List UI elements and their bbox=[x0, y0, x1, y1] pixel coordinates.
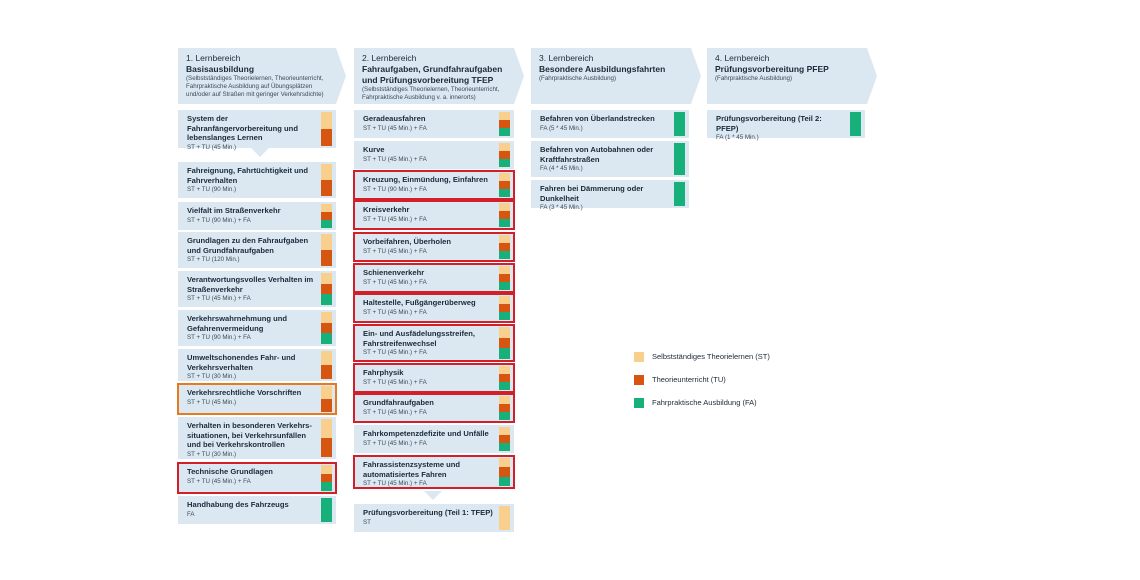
format-bar bbox=[674, 143, 685, 175]
format-segment-tu bbox=[321, 284, 332, 295]
format-segment-tu bbox=[499, 304, 510, 312]
format-segment-tu bbox=[321, 129, 332, 146]
format-bar bbox=[499, 296, 510, 320]
module-title: Vorbeifahren, Überholen bbox=[363, 237, 452, 246]
column-description: (Selbstständiges Theorielernen, Theorieunterricht, Fahrpraktische Ausbildung auf Übungsplätzen und/oder auf Straßen mit geringer Verkehrsdichte) bbox=[186, 75, 324, 98]
format-segment-st bbox=[499, 143, 510, 151]
module-subtitle: ST + TU (45 Min.) + FA bbox=[363, 378, 427, 386]
module-title: Kurve bbox=[363, 145, 385, 154]
module-title: Prüfungsvorbereitung (Teil 2: PFEP) bbox=[716, 114, 822, 133]
format-segment-st bbox=[321, 234, 332, 250]
legend-swatch bbox=[634, 352, 644, 362]
module-title: Verantwortungsvolles Verhalten im Straßenverkehr bbox=[187, 275, 314, 294]
legend-label: Selbstständiges Theorielernen (ST) bbox=[652, 352, 770, 361]
column-4-header bbox=[707, 48, 867, 104]
module-box bbox=[178, 271, 336, 307]
module-title: Verhalten in besonderen Verkehrs-situationen, bei Verkehrsunfällen und bei Verkehrskontrollen bbox=[187, 421, 312, 449]
format-bar bbox=[499, 112, 510, 136]
module-subtitle: FA (1 * 45 Min.) bbox=[716, 134, 759, 141]
format-segment-fa bbox=[674, 182, 685, 206]
format-segment-fa bbox=[321, 482, 332, 491]
format-segment-tu bbox=[321, 250, 332, 266]
format-segment-st bbox=[321, 465, 332, 474]
format-segment-tu bbox=[499, 338, 510, 349]
format-segment-fa bbox=[499, 282, 510, 290]
format-segment-tu bbox=[321, 212, 332, 220]
module-box bbox=[354, 141, 514, 169]
module-box bbox=[178, 162, 336, 198]
column-title: Fahraufgaben, Grundfahraufgaben und Prüfungsvorbereitung TFEP bbox=[362, 64, 503, 85]
format-segment-fa bbox=[499, 443, 510, 451]
module-title: Fahrassistenzsysteme und automatisiertes Fahren bbox=[363, 460, 461, 479]
module-subtitle: ST + TU (45 Min.) bbox=[187, 143, 237, 151]
column-2-header bbox=[354, 48, 514, 104]
module-title: Grundfahraufgaben bbox=[363, 398, 434, 407]
format-segment-fa bbox=[499, 219, 510, 227]
lernbereich-3-header bbox=[531, 48, 691, 104]
module-subtitle: ST + TU (120 Min.) bbox=[187, 256, 240, 263]
format-bar bbox=[321, 419, 332, 457]
format-segment-fa bbox=[850, 112, 861, 136]
format-bar bbox=[321, 465, 332, 491]
module-subtitle: ST + TU (45 Min.) + FA bbox=[363, 215, 427, 223]
module-subtitle: ST + TU (45 Min.) + FA bbox=[363, 247, 427, 255]
format-segment-st bbox=[499, 173, 510, 181]
format-segment-fa bbox=[674, 143, 685, 175]
column-title: Basisausbildung bbox=[186, 64, 255, 74]
format-segment-st bbox=[321, 386, 332, 399]
module-box bbox=[531, 141, 689, 177]
legend-label: Fahrpraktische Ausbildung (FA) bbox=[652, 398, 757, 407]
format-segment-st bbox=[321, 351, 332, 365]
format-segment-tu bbox=[499, 274, 510, 282]
module-box bbox=[178, 384, 336, 414]
format-segment-st bbox=[499, 506, 510, 530]
format-segment-st bbox=[499, 112, 510, 120]
module-title: Umweltschonendes Fahr- und Verkehrsverhalten bbox=[187, 353, 296, 372]
format-bar bbox=[321, 351, 332, 379]
format-segment-tu bbox=[321, 399, 332, 412]
format-bar bbox=[499, 173, 510, 197]
format-bar bbox=[321, 312, 332, 344]
module-title: Kreisverkehr bbox=[363, 205, 410, 214]
format-segment-tu bbox=[321, 323, 332, 334]
module-box bbox=[354, 201, 514, 229]
column-number: 4. Lernbereich bbox=[715, 53, 770, 63]
module-subtitle: ST + TU (45 Min.) + FA bbox=[363, 155, 427, 163]
module-subtitle: FA (4 * 45 Min.) bbox=[540, 165, 583, 172]
format-segment-fa bbox=[321, 220, 332, 228]
format-segment-st bbox=[499, 296, 510, 304]
legend-label: Theorieunterricht (TU) bbox=[652, 375, 726, 384]
format-bar bbox=[499, 427, 510, 451]
format-segment-fa bbox=[499, 251, 510, 259]
format-bar bbox=[321, 234, 332, 266]
format-segment-st bbox=[499, 235, 510, 243]
format-segment-st bbox=[499, 327, 510, 338]
format-segment-st bbox=[321, 273, 332, 284]
format-segment-fa bbox=[499, 477, 510, 486]
module-box bbox=[354, 233, 514, 261]
module-subtitle: FA (3 * 45 Min.) bbox=[540, 204, 583, 211]
format-segment-fa bbox=[321, 333, 332, 344]
module-subtitle: ST + TU (90 Min.) + FA bbox=[363, 185, 427, 193]
column-number: 1. Lernbereich bbox=[186, 53, 241, 63]
format-segment-fa bbox=[499, 348, 510, 359]
module-title: System der Fahranfängervorbereitung und lebenslanges Lernen bbox=[187, 114, 298, 142]
module-title: Technische Grundlagen bbox=[187, 467, 273, 476]
format-segment-st bbox=[499, 427, 510, 435]
module-box bbox=[178, 496, 336, 524]
module-subtitle: ST + TU (45 Min.) + FA bbox=[363, 124, 427, 132]
lernbereich-4-header bbox=[707, 48, 867, 104]
module-subtitle: ST + TU (90 Min.) + FA bbox=[187, 216, 251, 224]
format-segment-st bbox=[321, 164, 332, 180]
module-subtitle: FA (5 * 45 Min.) bbox=[540, 124, 583, 132]
module-box bbox=[531, 180, 689, 211]
format-segment-st bbox=[321, 312, 332, 323]
module-subtitle: ST + TU (45 Min.) + FA bbox=[187, 477, 251, 485]
module-box bbox=[354, 504, 514, 532]
format-segment-fa bbox=[321, 498, 332, 522]
module-subtitle: ST + TU (30 Min.) bbox=[187, 450, 237, 458]
module-box bbox=[178, 417, 336, 459]
module-box bbox=[178, 110, 336, 151]
module-box bbox=[354, 294, 514, 322]
format-segment-st bbox=[499, 396, 510, 404]
module-subtitle: ST bbox=[363, 518, 371, 526]
column-3-header bbox=[531, 48, 691, 104]
module-title: Haltestelle, Fußgängerüberweg bbox=[363, 298, 476, 307]
format-segment-st bbox=[499, 266, 510, 274]
format-segment-fa bbox=[499, 128, 510, 136]
format-segment-st bbox=[499, 203, 510, 211]
format-segment-tu bbox=[499, 467, 510, 476]
module-subtitle: ST + TU (45 Min.) + FA bbox=[363, 480, 427, 487]
format-bar bbox=[499, 327, 510, 359]
format-bar bbox=[321, 112, 332, 146]
module-title: Fahreignung, Fahrtüchtigkeit und Fahrverhalten bbox=[187, 166, 309, 185]
module-subtitle: ST + TU (45 Min.) + FA bbox=[187, 295, 251, 302]
module-box bbox=[178, 202, 336, 230]
module-box bbox=[531, 110, 689, 138]
format-bar bbox=[321, 386, 332, 412]
format-segment-fa bbox=[499, 189, 510, 197]
module-box bbox=[354, 264, 514, 292]
module-box bbox=[178, 310, 336, 346]
format-bar bbox=[850, 112, 861, 136]
module-subtitle: ST + TU (90 Min.) + FA bbox=[187, 334, 251, 341]
module-title: Fahrkompetenzdefizite und Unfälle bbox=[363, 429, 489, 438]
module-box bbox=[178, 349, 336, 381]
format-segment-tu bbox=[499, 404, 510, 412]
format-bar bbox=[674, 182, 685, 206]
format-segment-fa bbox=[499, 312, 510, 320]
module-title: Prüfungsvorbereitung (Teil 1: TFEP) bbox=[363, 508, 493, 517]
module-box bbox=[354, 110, 514, 138]
format-segment-st bbox=[321, 419, 332, 438]
column-title: Prüfungsvorbereitung PFEP bbox=[715, 64, 829, 74]
column-description: (Fahrpraktische Ausbildung) bbox=[539, 75, 617, 82]
format-segment-st bbox=[321, 204, 332, 212]
module-box bbox=[354, 394, 514, 422]
module-title: Kreuzung, Einmündung, Einfahren bbox=[363, 175, 488, 184]
column-number: 2. Lernbereich bbox=[362, 53, 417, 63]
format-bar bbox=[499, 458, 510, 486]
format-segment-tu bbox=[499, 211, 510, 219]
format-bar bbox=[499, 506, 510, 530]
module-box bbox=[178, 232, 336, 268]
format-segment-tu bbox=[499, 374, 510, 382]
format-bar bbox=[321, 204, 332, 228]
format-segment-tu bbox=[499, 151, 510, 159]
format-bar bbox=[499, 366, 510, 390]
module-subtitle: ST + TU (90 Min.) bbox=[187, 186, 237, 193]
column-title: Besondere Ausbildungsfahrten bbox=[539, 64, 666, 74]
column-description: (Fahrpraktische Ausbildung) bbox=[715, 75, 793, 82]
module-subtitle: ST + TU (45 Min.) + FA bbox=[363, 439, 427, 447]
module-box bbox=[707, 110, 865, 141]
format-bar bbox=[499, 396, 510, 420]
module-title: Fahren bei Dämmerung oder Dunkelheit bbox=[540, 184, 644, 203]
format-segment-tu bbox=[321, 365, 332, 379]
module-box bbox=[354, 171, 514, 199]
module-box bbox=[354, 325, 514, 361]
format-segment-st bbox=[321, 112, 332, 129]
format-bar bbox=[499, 235, 510, 259]
module-title: Befahren von Überlandstrecken bbox=[540, 114, 655, 123]
module-subtitle: ST + TU (45 Min.) + FA bbox=[363, 278, 427, 286]
format-bar bbox=[321, 498, 332, 522]
module-subtitle: ST + TU (45 Min.) + FA bbox=[363, 408, 427, 416]
lernbereich-2-header bbox=[354, 48, 514, 104]
format-segment-fa bbox=[499, 159, 510, 167]
arrow-down-icon bbox=[424, 491, 442, 500]
format-bar bbox=[499, 266, 510, 290]
module-title: Ein- und Ausfädelungsstreifen, Fahrstreifenwechsel bbox=[363, 329, 475, 348]
format-segment-fa bbox=[321, 294, 332, 305]
column-description: (Selbstständiges Theorielernen, Theorieunterricht, Fahrpraktische Ausbildung v. a. innerorts) bbox=[362, 86, 500, 101]
module-title: Schienenverkehr bbox=[363, 268, 425, 277]
module-subtitle: ST + TU (45 Min.) + FA bbox=[363, 349, 427, 356]
module-box bbox=[354, 364, 514, 392]
module-title: Befahren von Autobahnen oder Kraftfahrstraßen bbox=[540, 145, 654, 164]
legend-swatch bbox=[634, 398, 644, 408]
format-bar bbox=[499, 203, 510, 227]
module-subtitle: ST + TU (45 Min.) bbox=[187, 398, 237, 406]
module-title: Grundlagen zu den Fahraufgaben und Grundfahraufgaben bbox=[187, 236, 309, 255]
format-bar bbox=[499, 143, 510, 167]
format-bar bbox=[674, 112, 685, 136]
format-segment-tu bbox=[499, 435, 510, 443]
format-segment-tu bbox=[321, 180, 332, 196]
module-box bbox=[354, 456, 514, 488]
format-segment-tu bbox=[499, 181, 510, 189]
legend-swatch bbox=[634, 375, 644, 385]
module-box bbox=[354, 425, 514, 453]
format-segment-tu bbox=[499, 120, 510, 128]
format-segment-tu bbox=[321, 438, 332, 457]
column-1-header bbox=[178, 48, 336, 104]
module-subtitle: FA bbox=[187, 510, 195, 518]
module-title: Vielfalt im Straßenverkehr bbox=[187, 206, 281, 215]
format-segment-tu bbox=[499, 243, 510, 251]
column-number: 3. Lernbereich bbox=[539, 53, 594, 63]
module-title: Verkehrsrechtliche Vorschriften bbox=[187, 388, 302, 397]
arrow-down-icon bbox=[251, 148, 269, 157]
module-title: Geradeausfahren bbox=[363, 114, 426, 123]
format-segment-fa bbox=[674, 112, 685, 136]
module-box bbox=[178, 463, 336, 493]
module-title: Handhabung des Fahrzeugs bbox=[187, 500, 289, 509]
lernbereich-1-header bbox=[178, 48, 336, 104]
format-segment-tu bbox=[321, 474, 332, 483]
format-bar bbox=[321, 164, 332, 196]
format-segment-st bbox=[499, 366, 510, 374]
format-bar bbox=[321, 273, 332, 305]
format-segment-fa bbox=[499, 382, 510, 390]
format-segment-fa bbox=[499, 412, 510, 420]
module-title: Fahrphysik bbox=[363, 368, 404, 377]
module-subtitle: ST + TU (30 Min.) bbox=[187, 373, 237, 380]
module-subtitle: ST + TU (45 Min.) + FA bbox=[363, 308, 427, 316]
format-segment-st bbox=[499, 458, 510, 467]
module-title: Verkehrswahrnehmung und Gefahrenvermeidung bbox=[187, 314, 288, 333]
